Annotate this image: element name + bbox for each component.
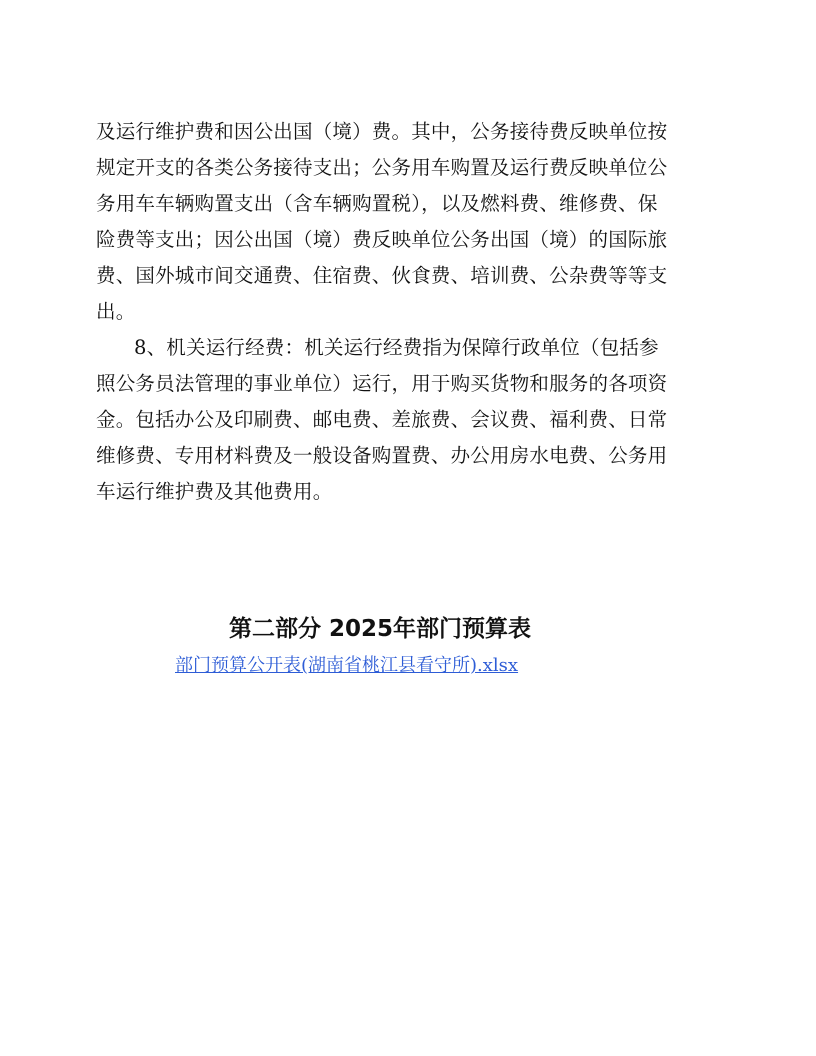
- section-title: 第二部分 2025年部门预算表: [228, 616, 532, 642]
- paragraph-continuation-line: 险费等支出；因公出国（境）费反映单位公务出国（境）的国际旅: [96, 228, 668, 251]
- paragraph-continuation-line: 务用车车辆购置支出（含车辆购置税），以及燃料费、维修费、保: [96, 192, 658, 215]
- paragraph-item8-line: 金。包括办公及印刷费、邮电费、差旅费、会议费、福利费、日常: [96, 408, 668, 431]
- paragraph-continuation-line: 出。: [96, 300, 136, 323]
- paragraph-continuation-line: 费、国外城市间交通费、住宿费、伙食费、培训费、公杂费等等支: [96, 264, 668, 287]
- paragraph-continuation-line: 规定开支的各类公务接待支出；公务用车购置及运行费反映单位公: [96, 156, 668, 179]
- paragraph-item8-line: 照公务员法管理的事业单位）运行，用于购买货物和服务的各项资: [96, 372, 668, 395]
- paragraph-item8-line: 车运行维护费及其他费用。: [96, 480, 333, 503]
- paragraph-continuation-line: 及运行维护费和因公出国（境）费。其中，公务接待费反映单位按: [96, 120, 668, 143]
- paragraph-item8-line: 维修费、专用材料费及一般设备购置费、办公用房水电费、公务用: [96, 444, 668, 467]
- paragraph-item8-line: 8、机关运行经费：机关运行经费指为保障行政单位（包括参: [134, 336, 659, 359]
- budget-table-attachment-link[interactable]: 部门预算公开表(湖南省桃江县看守所).xlsx: [175, 655, 519, 676]
